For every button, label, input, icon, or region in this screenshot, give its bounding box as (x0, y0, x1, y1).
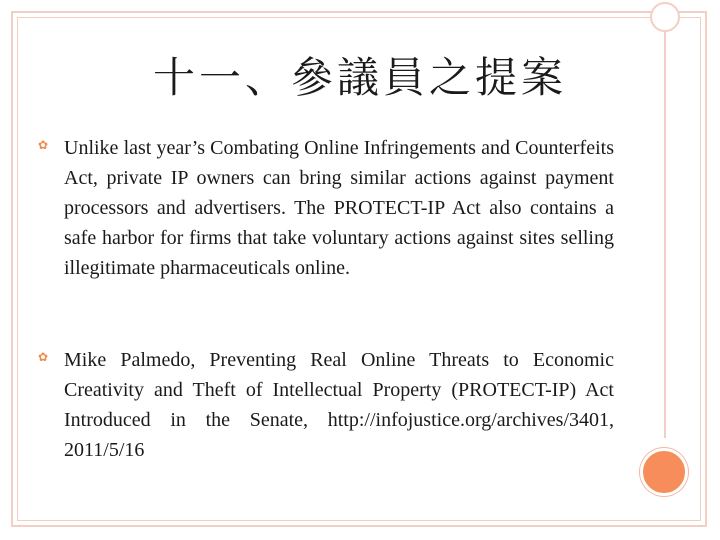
bullet-text: Unlike last year’s Combating Online Infringements and Counterfeits Act, private IP owners can bring similar actions against payment processors and advertisers. The PROTECT-IP Act also contains a safe harbor for firms that take voluntary actions against sites selling illegitimate pharmaceuticals online. (64, 137, 614, 279)
slide-title: 十一、參議員之提案 (152, 53, 567, 102)
bullet-text: Mike Palmedo, Preventing Real Online Threats to Economic Creativity and Theft of Intellectual Property (PROTECT-IP) Act Introduced in the Senate, http://infojustice.org/archives/3401, 2011/5/16 (64, 349, 614, 461)
decorative-circle-top (650, 2, 680, 32)
bullet-item (38, 133, 614, 283)
decorative-vertical-line (664, 12, 666, 438)
decorative-circle-bottom (640, 448, 688, 496)
gear-bullet-icon: ✿ (38, 138, 49, 152)
gear-bullet-icon: ✿ (38, 350, 49, 364)
bullet-item (38, 345, 614, 465)
